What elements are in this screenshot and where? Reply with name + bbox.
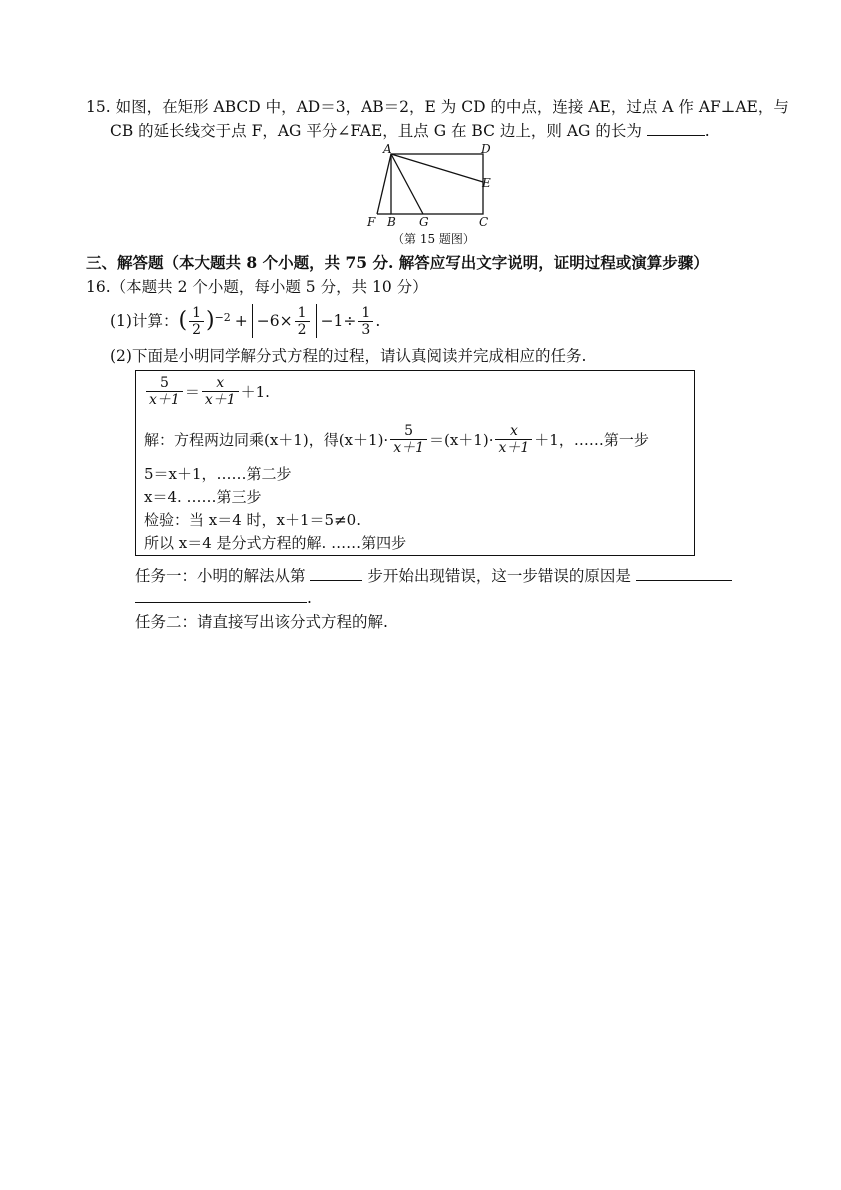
eq-end: ＋1. <box>240 383 270 401</box>
abs-half-denominator: 2 <box>295 321 310 338</box>
task1-reason-blank-cont[interactable] <box>135 586 307 603</box>
q16-p1-rest: −1÷ <box>320 312 357 330</box>
label-a: A <box>383 142 392 156</box>
q16-p1-third <box>358 305 373 338</box>
q16-p1-plus: + <box>234 312 248 330</box>
eq-right-fraction <box>202 375 239 408</box>
segment-ag <box>391 154 423 214</box>
q16-p1-end: . <box>375 312 381 330</box>
paren-close: ) <box>205 308 215 333</box>
task1-reason-blank[interactable] <box>636 564 732 581</box>
section3-title: 三、解答题（本大题共 8 个小题，共 75 分. 解答应写出文字说明，证明过程或演算步骤） <box>86 253 709 272</box>
q15-end: . <box>704 122 710 140</box>
q16-p1-prefix: (1)计算： <box>110 312 179 330</box>
half-denominator: 2 <box>189 321 204 338</box>
abs-inner-a: −6× <box>256 312 293 330</box>
label-d: D <box>481 142 491 156</box>
rectangle-abcd <box>391 154 483 214</box>
half-numerator: 1 <box>192 304 201 321</box>
segment-ae <box>391 154 483 182</box>
solution-box <box>135 370 695 556</box>
eq-left-denominator: x＋1 <box>146 391 183 408</box>
eq-left-fraction <box>146 375 183 408</box>
step1-num1: 5 <box>404 423 414 439</box>
third-numerator: 1 <box>361 304 371 321</box>
task1-step-blank[interactable] <box>310 564 362 581</box>
q16-part1 <box>110 304 380 338</box>
q15-figure <box>360 140 510 230</box>
step1-den1: x＋1 <box>390 439 427 456</box>
paren-open: ( <box>178 308 188 333</box>
task1-text-b: 步开始出现错误，这一步错误的原因是 <box>367 567 631 585</box>
q15-number: 15. <box>86 98 111 116</box>
q15-figure-caption: （第 15 题图） <box>392 232 475 246</box>
step1-num2: x <box>509 423 518 439</box>
box-step2: 5＝x＋1，……第二步 <box>144 465 292 483</box>
eq-right-denominator: x＋1 <box>202 391 239 408</box>
label-c: C <box>479 215 489 229</box>
q15-line1 <box>86 95 789 119</box>
label-g: G <box>419 215 429 229</box>
q16-p1-half <box>189 305 204 338</box>
label-b: B <box>387 215 396 229</box>
eq-left-numerator: 5 <box>159 375 169 391</box>
box-step5: 所以 x＝4 是分式方程的解. ……第四步 <box>144 534 407 552</box>
label-f: F <box>367 215 376 229</box>
task2-line: 任务二：请直接写出该分式方程的解. <box>135 613 388 631</box>
third-denominator: 3 <box>358 321 373 338</box>
abs-half-numerator: 1 <box>297 304 307 321</box>
step1-c: ＋1，……第一步 <box>534 431 649 449</box>
task1-line <box>135 564 732 588</box>
segment-af <box>377 154 391 214</box>
task1-line2 <box>135 586 312 610</box>
box-equation <box>144 375 270 408</box>
q16-part2: (2)下面是小明同学解分式方程的过程，请认真阅读并完成相应的任务. <box>110 347 587 365</box>
step1-fraction1 <box>390 423 427 456</box>
step1-den2: x＋1 <box>495 439 532 456</box>
box-step4: 检验：当 x＝4 时，x＋1＝5≠0. <box>144 511 361 529</box>
step1-b: ＝(x＋1)· <box>429 431 494 449</box>
q16-p1-exponent: −2 <box>214 311 231 324</box>
task1-text-a: 任务一：小明的解法从第 <box>135 567 306 585</box>
label-e: E <box>482 176 491 190</box>
eq-equals: ＝ <box>184 383 200 401</box>
step1-fraction2 <box>495 423 532 456</box>
q15-text-line1: 如图，在矩形 ABCD 中，AD＝3，AB＝2，E 为 CD 的中点，连接 AE，过点 A 作 AF⊥AE，与 <box>115 98 789 116</box>
eq-right-numerator: x <box>216 375 225 391</box>
task1-end: . <box>307 589 312 607</box>
q15-answer-blank[interactable] <box>647 119 705 136</box>
abs-half <box>295 305 310 338</box>
q16-header: 16.（本题共 2 个小题，每小题 5 分，共 10 分） <box>86 278 428 296</box>
q15-text-line2: CB 的延长线交于点 F，AG 平分∠FAE，且点 G 在 BC 边上，则 AG 的长为 <box>110 122 642 140</box>
q16-p1-abs <box>252 304 317 338</box>
step1-a: 解：方程两边同乘(x＋1)，得(x＋1)· <box>144 431 389 449</box>
box-step1 <box>144 423 649 456</box>
box-step3: x＝4. ……第三步 <box>144 488 262 506</box>
